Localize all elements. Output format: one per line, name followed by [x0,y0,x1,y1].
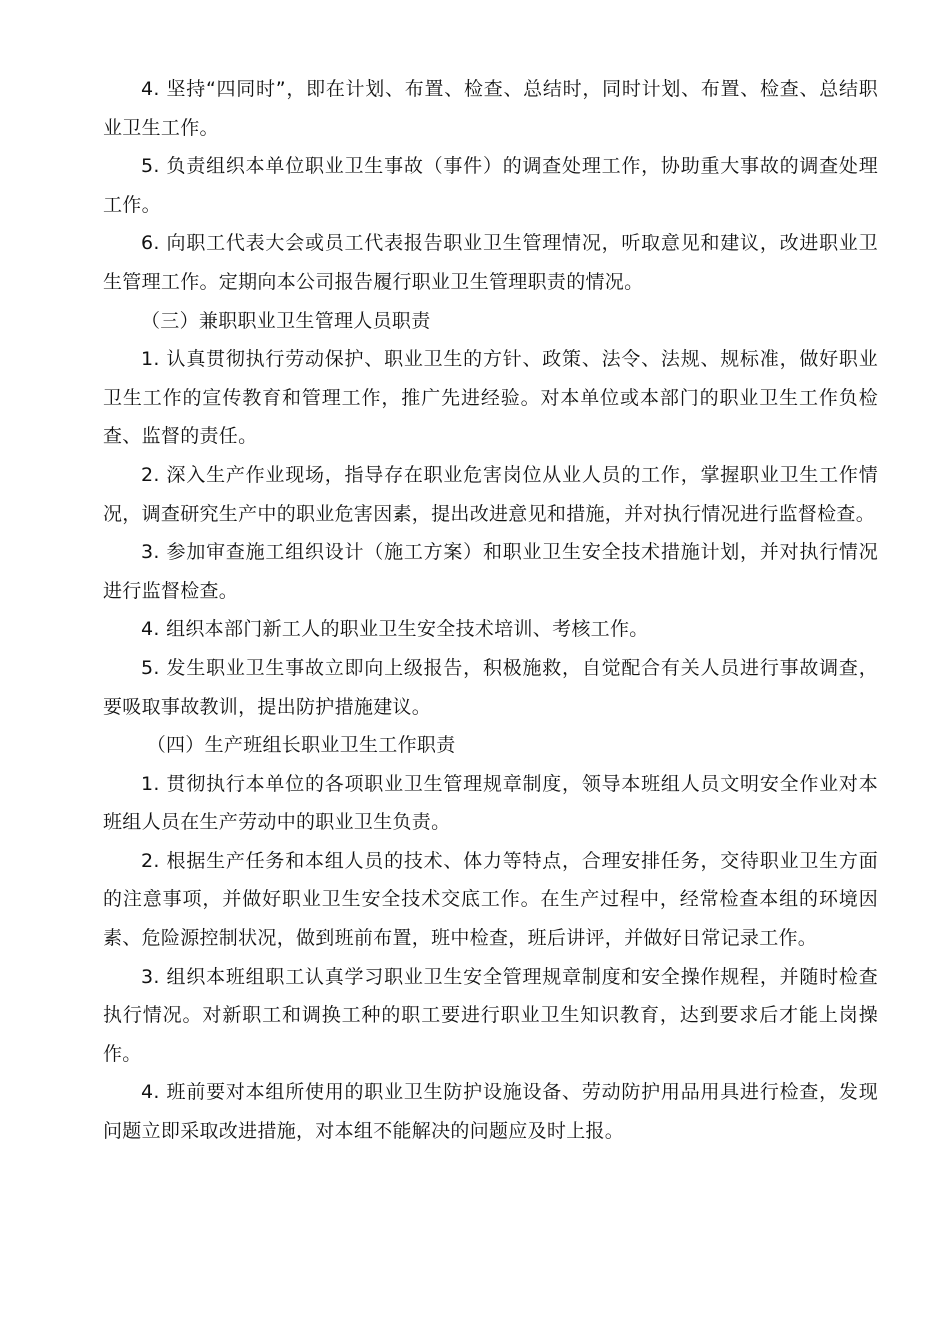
paragraph-item-6: 6. 向职工代表大会或员工代表报告职业卫生管理情况，听取意见和建议，改进职业卫生管理工作。定期向本公司报告履行职业卫生管理职责的情况。 [103,232,878,293]
section-heading-3: （三）兼职职业卫生管理人员职责 [141,309,431,332]
paragraph-item-4: 4. 班前要对本组所使用的职业卫生防护设施设备、劳动防护用品用具进行检查，发现问题立即采取改进措施，对本组不能解决的问题应及时上报。 [103,1081,878,1143]
section-heading-4: （四）生产班组长职业卫生工作职责 [146,734,456,757]
paragraph-item-2: 2. 深入生产作业现场，指导存在职业危害岗位从业人员的工作，掌握职业卫生工作情况，调查研究生产中的职业危害因素，提出改进意见和措施，并对执行情况进行监督检查。 [103,463,878,525]
paragraph-item-1: 1. 贯彻执行本单位的各项职业卫生管理规章制度，领导本班组人员文明安全作业对本班组人员在生产劳动中的职业卫生负责。 [103,772,878,834]
paragraph-item-4: 4. 组织本部门新工人的职业卫生安全技术培训、考核工作。 [141,618,649,641]
paragraph-item-5: 5. 发生职业卫生事故立即向上级报告，积极施救，自觉配合有关人员进行事故调查，要吸取事故教训，提出防护措施建议。 [103,656,878,718]
paragraph-item-2: 2. 根据生产任务和本组人员的技术、体力等特点，合理安排任务，交待职业卫生方面的注意事项，并做好职业卫生安全技术交底工作。在生产过程中，经常检查本组的环境因素、危险源控制状况，做到班前布置，班中检查，班后讲评，并做好日常记录工作。 [103,849,878,950]
paragraph-item-4: 4. 坚持“四同时”，即在计划、布置、检查、总结时，同时计划、布置、检查、总结职业卫生工作。 [103,78,878,139]
paragraph-item-5: 5. 负责组织本单位职业卫生事故（事件）的调查处理工作，协助重大事故的调查处理工作。 [103,155,878,216]
document-page [103,70,878,1151]
paragraph-item-3: 3. 参加审查施工组织设计（施工方案）和职业卫生安全技术措施计划，并对执行情况进行监督检查。 [103,541,878,602]
paragraph-item-1: 1. 认真贯彻执行劳动保护、职业卫生的方针、政策、法令、法规、规标准，做好职业卫生工作的宣传教育和管理工作，推广先进经验。对本单位或本部门的职业卫生工作负检查、监督的责任。 [103,348,878,448]
paragraph-item-3: 3. 组织本班组职工认真学习职业卫生安全管理规章制度和安全操作规程，并随时检查执行情况。对新职工和调换工种的职工要进行职业卫生知识教育，达到要求后才能上岗操作。 [103,965,878,1065]
